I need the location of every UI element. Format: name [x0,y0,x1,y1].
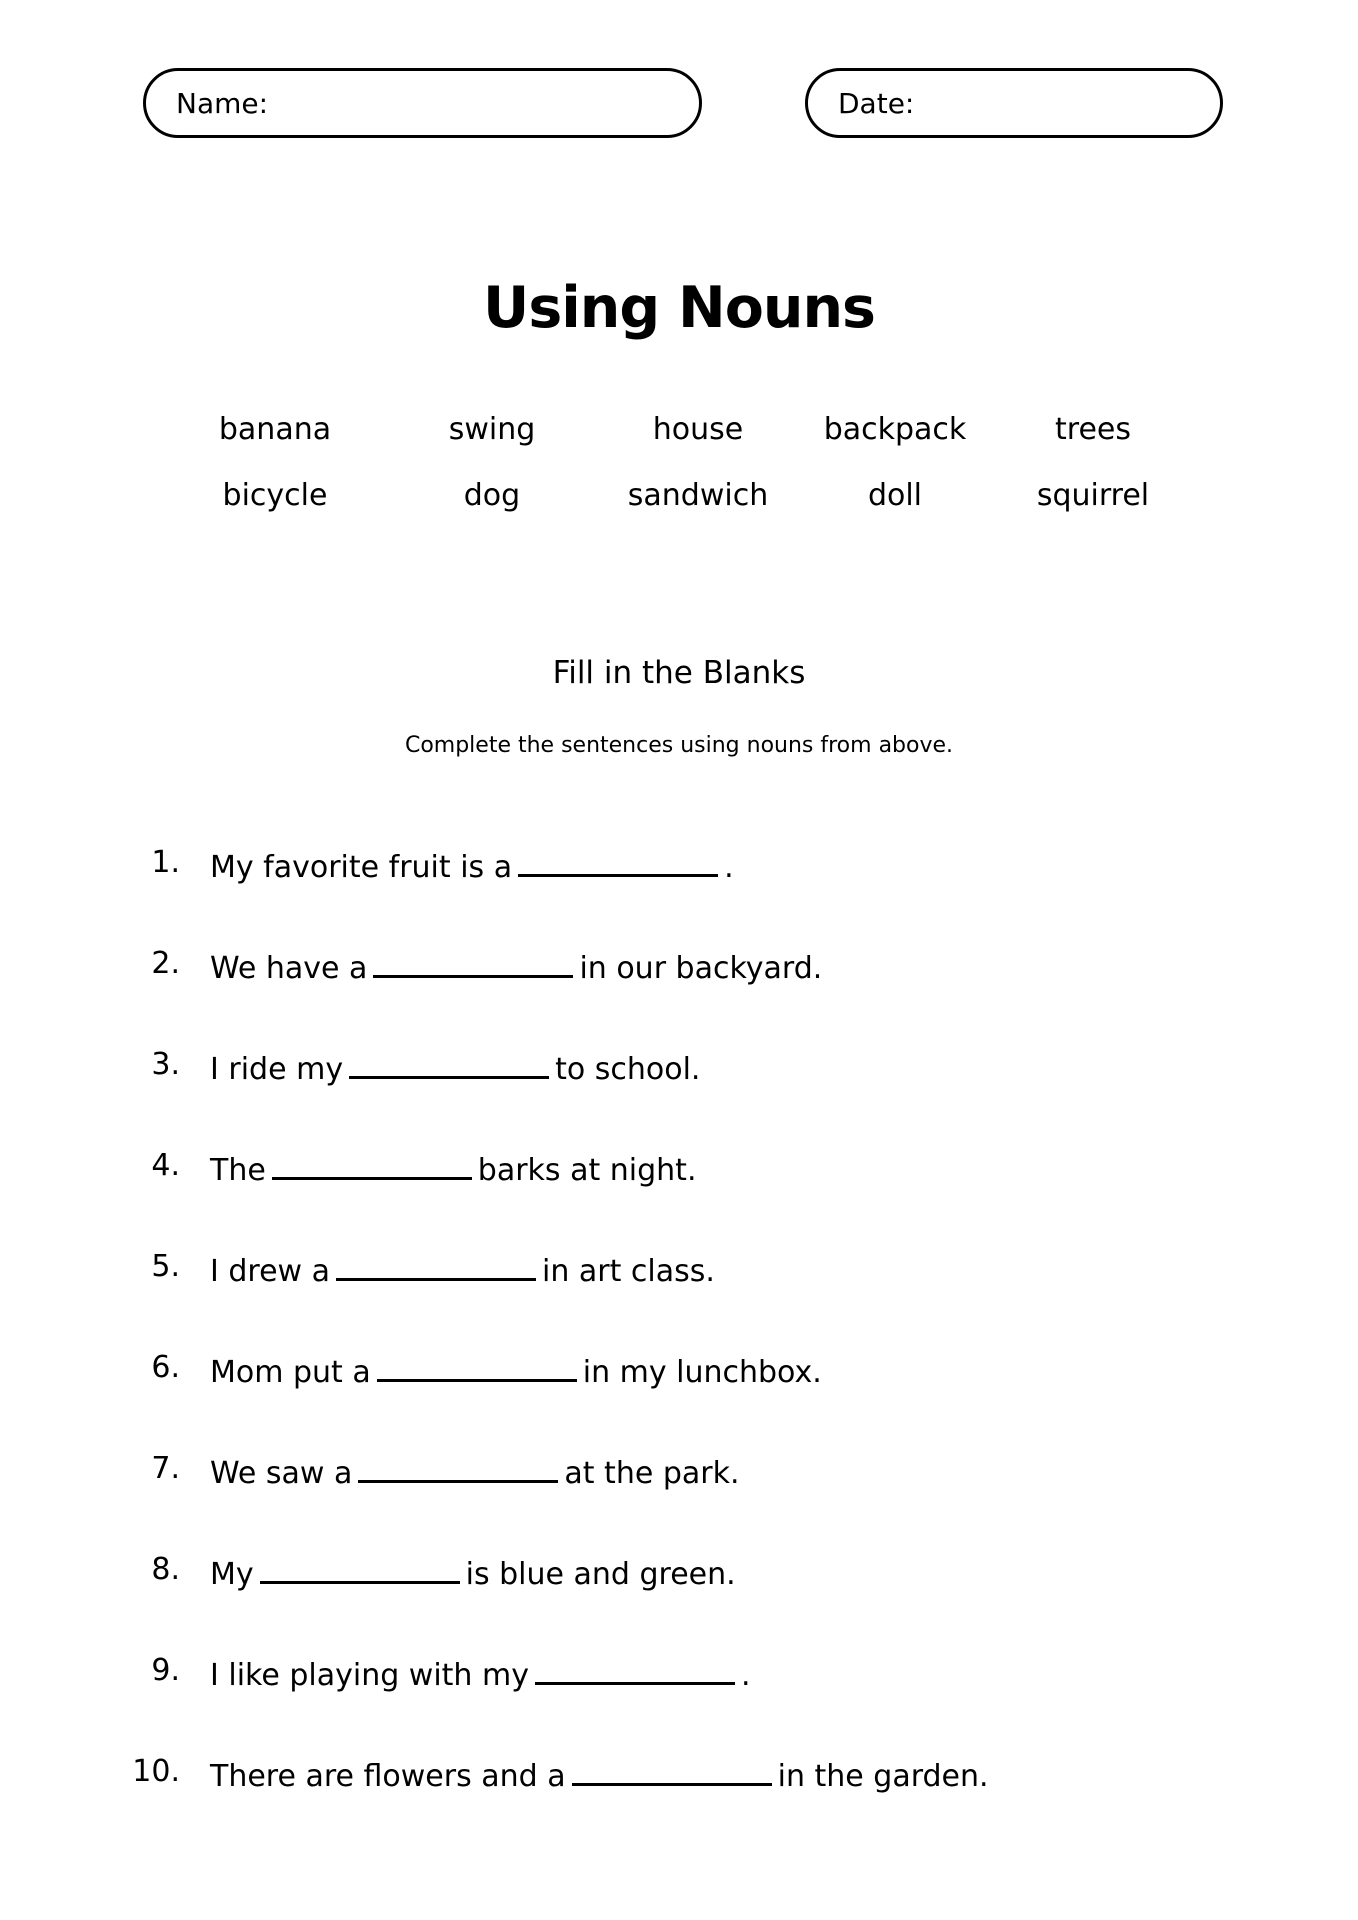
word-bank-item: backpack [823,412,967,447]
question-item [0,843,1358,944]
page-title: Using Nouns [483,275,875,341]
word-bank-item: doll [867,478,923,513]
question-text-after: . [724,850,734,885]
word-bank-item: swing [448,412,536,447]
answer-blank[interactable] [272,1146,472,1180]
section-heading: Fill in the Blanks [552,655,806,691]
question-number: 1. [151,845,180,880]
question-text [210,843,734,888]
question-text-after: . [740,1658,751,1693]
question-number: 3. [151,1047,180,1082]
question-text [210,1146,696,1191]
answer-blank[interactable] [535,1651,735,1685]
question-text-before: We have a [210,951,368,986]
word-bank [0,410,1358,540]
question-text [210,1752,989,1797]
question-text-after: in art class. [542,1254,715,1289]
question-text-after: barks at night. [477,1153,697,1188]
question-item [0,1348,1358,1449]
answer-blank[interactable] [572,1752,772,1786]
question-item [0,1651,1358,1752]
question-number: 10. [132,1754,180,1789]
question-text-after: in our backyard. [579,951,823,986]
instructions: Complete the sentences using nouns from above. [404,733,954,758]
word-bank-item: dog [463,478,521,513]
answer-blank[interactable] [518,843,718,877]
answer-blank[interactable] [377,1348,577,1382]
question-text-before: My [210,1557,254,1592]
answer-blank[interactable] [349,1045,549,1079]
answer-blank[interactable] [260,1550,460,1584]
word-bank-item: bicycle [222,478,328,513]
question-number: 9. [151,1653,180,1688]
question-text [210,1449,740,1494]
question-item [0,1550,1358,1651]
question-text [210,944,822,989]
name-label: Name: [176,86,269,120]
question-text-before: The [210,1153,266,1188]
question-number: 7. [151,1451,180,1486]
question-item [0,1752,1358,1853]
question-text-after: in the garden. [777,1759,989,1794]
question-item [0,1449,1358,1550]
question-number: 4. [151,1148,180,1183]
answer-blank[interactable] [373,944,573,978]
question-text [210,1045,700,1090]
answer-blank[interactable] [336,1247,536,1281]
word-bank-item: sandwich [627,478,769,513]
question-text-after: in my lunchbox. [582,1355,822,1390]
question-text-before: We saw a [210,1456,353,1491]
question-text [210,1247,715,1292]
word-bank-item: house [652,412,744,447]
question-text-before: My favorite fruit is a [210,850,513,885]
question-text-before: Mom put a [210,1355,371,1390]
question-item [0,1146,1358,1247]
name-field[interactable] [143,68,702,138]
question-number: 2. [151,946,180,981]
question-item [0,1247,1358,1348]
question-text-after: is blue and green. [465,1557,736,1592]
question-list [0,843,1358,1853]
question-text [210,1348,822,1393]
question-text [210,1651,751,1696]
question-text-before: There are flowers and a [210,1759,566,1794]
question-text-after: at the park. [564,1456,740,1491]
question-number: 8. [151,1552,180,1587]
question-text-before: I drew a [210,1254,331,1289]
date-field[interactable] [805,68,1223,138]
word-bank-item: trees [1055,412,1131,447]
question-text [210,1550,736,1595]
question-text-before: I ride my [210,1052,344,1087]
word-bank-item: squirrel [1036,478,1150,513]
date-label: Date: [838,86,915,120]
question-number: 5. [151,1249,180,1284]
answer-blank[interactable] [358,1449,558,1483]
question-item [0,944,1358,1045]
question-item [0,1045,1358,1146]
word-bank-item: banana [218,412,332,447]
question-text-before: I like playing with my [210,1658,529,1693]
question-text-after: to school. [555,1052,701,1087]
question-number: 6. [151,1350,180,1385]
